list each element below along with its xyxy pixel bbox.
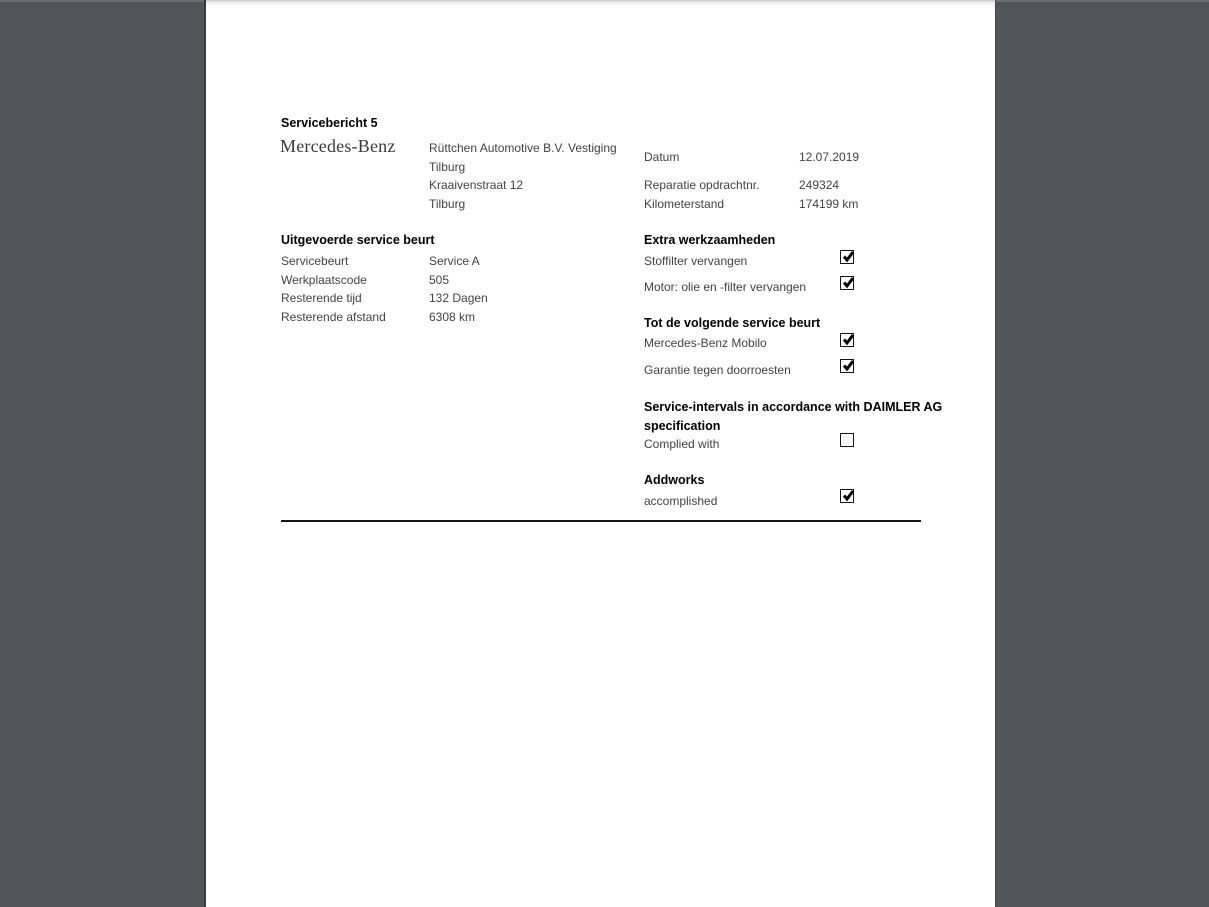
dealer-address-line: Kraaivenstraat 12	[429, 178, 524, 193]
service-row-label: Resterende afstand	[281, 310, 386, 324]
brand-wordmark: Mercedes-Benz	[280, 136, 396, 156]
service-row-value: 6308 km	[429, 310, 476, 324]
meta-value-kilometerstand: 174199 km	[799, 197, 859, 211]
section-heading-service-intervals: Service-intervals in accordance with DAIMLER AG specification	[644, 400, 943, 433]
section-heading-extra-werkzaamheden: Extra werkzaamheden	[644, 233, 776, 247]
checkbox-stoffilter-vervangen[interactable]	[840, 250, 854, 264]
document-page	[204, 0, 996, 907]
service-row-value: Service A	[429, 254, 480, 268]
service-row-label: Werkplaatscode	[281, 273, 367, 287]
checkbox-addworks-accomplished[interactable]	[840, 489, 854, 503]
page-top-shadow	[206, 0, 995, 8]
section-heading-volgende-service: Tot de volgende service beurt	[644, 316, 821, 330]
checkbox-motor-olie-filter[interactable]	[840, 276, 854, 290]
checkbox-item-label: Stoffilter vervangen	[644, 254, 748, 268]
check-icon	[842, 359, 855, 372]
checkbox-garantie-doorroesten[interactable]	[840, 359, 854, 373]
check-icon	[842, 333, 855, 346]
meta-value-opdrachtnr: 249324	[799, 178, 840, 192]
service-row-value: 505	[429, 273, 450, 287]
checkbox-item-label: Complied with	[644, 437, 720, 451]
document-title: Servicebericht 5	[281, 116, 378, 130]
dealer-address-line: Tilburg	[429, 197, 466, 212]
meta-value-datum: 12.07.2019	[799, 150, 860, 164]
checkbox-item-label: Garantie tegen doorroesten	[644, 363, 791, 377]
dealer-address-line: Tilburg	[429, 159, 466, 174]
check-icon	[842, 489, 855, 502]
checkbox-complied-with[interactable]	[840, 433, 854, 447]
meta-label-datum: Datum	[644, 150, 680, 164]
service-row-label: Resterende tijd	[281, 291, 362, 305]
checkbox-item-label: accomplished	[644, 494, 718, 508]
checkbox-item-label: Motor: olie en -filter vervangen	[644, 280, 807, 294]
dealer-address	[429, 139, 617, 214]
meta-label-opdrachtnr: Reparatie opdrachtnr.	[644, 178, 760, 192]
check-icon	[842, 250, 855, 263]
checkbox-item-label: Mercedes-Benz Mobilo	[644, 336, 767, 350]
meta-label-kilometerstand: Kilometerstand	[644, 197, 725, 211]
check-icon	[842, 276, 855, 289]
checkbox-mobilo[interactable]	[840, 333, 854, 347]
service-row-label: Servicebeurt	[281, 254, 349, 268]
section-heading-addworks: Addworks	[644, 473, 705, 487]
footer-divider	[281, 520, 921, 522]
service-row-value: 132 Dagen	[429, 291, 488, 305]
dealer-address-line: Rüttchen Automotive B.V. Vestiging	[429, 141, 617, 155]
section-heading-service: Uitgevoerde service beurt	[281, 233, 435, 247]
